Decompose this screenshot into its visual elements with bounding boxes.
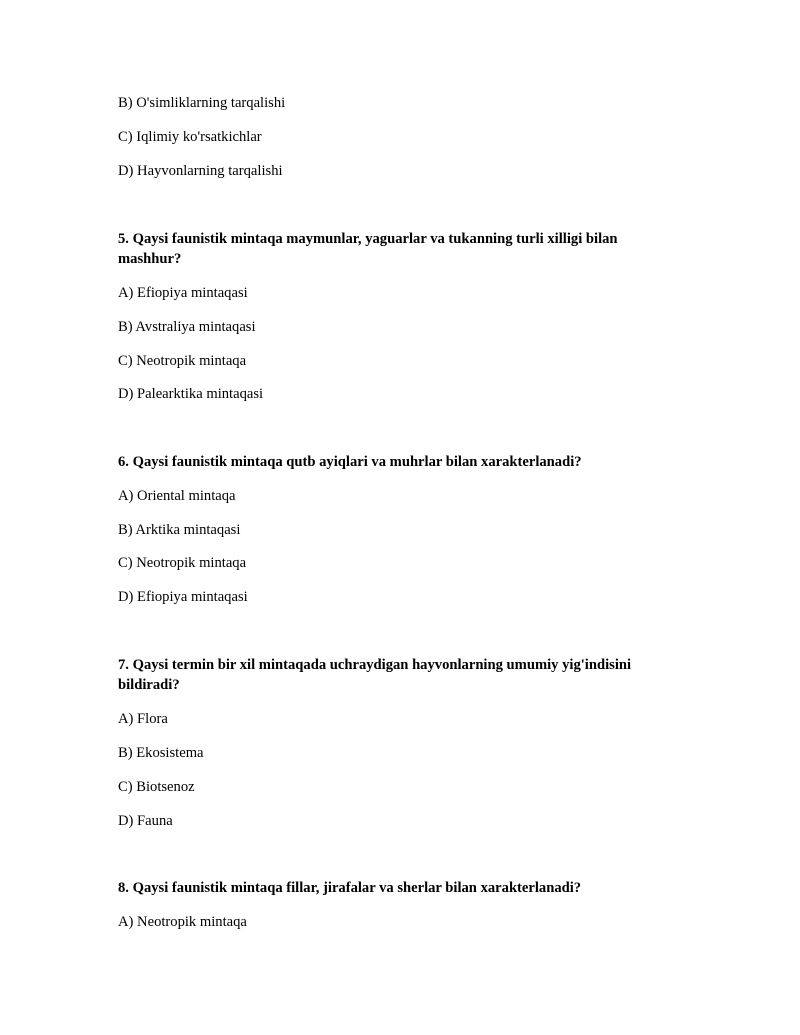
- question-8-text-line-1: 8. Qaysi faunistik mintaqa fillar, jirafalar va sherlar bilan xarakterlanadi?: [118, 880, 582, 896]
- question-5-option-c: C) Neotropik mintaqa: [118, 353, 247, 369]
- question-7-text-line-1: 7. Qaysi termin bir xil mintaqada uchraydigan hayvonlarning umumiy yig'indisini: [118, 657, 632, 673]
- question-5-text-line-1: 5. Qaysi faunistik mintaqa maymunlar, yaguarlar va tukanning turli xilligi bilan: [118, 231, 618, 247]
- question-5-text-line-2: mashhur?: [118, 251, 182, 267]
- question-8-option-a: A) Neotropik mintaqa: [118, 914, 247, 930]
- question-6-option-a: A) Oriental mintaqa: [118, 488, 236, 504]
- question-7-option-d: D) Fauna: [118, 813, 173, 829]
- question-7-text-line-2: bildiradi?: [118, 677, 180, 693]
- question-7-option-b: B) Ekosistema: [118, 745, 204, 761]
- question-6-option-b: B) Arktika mintaqasi: [118, 522, 241, 538]
- question-5-option-b: B) Avstraliya mintaqasi: [118, 319, 256, 335]
- question-6-option-c: C) Neotropik mintaqa: [118, 555, 247, 571]
- question-5-option-d: D) Palearktika mintaqasi: [118, 386, 264, 402]
- option-prev-b: B) O'simliklarning tarqalishi: [118, 95, 286, 111]
- question-6-option-d: D) Efiopiya mintaqasi: [118, 589, 248, 605]
- question-7-option-a: A) Flora: [118, 711, 168, 727]
- option-prev-c: C) Iqlimiy ko'rsatkichlar: [118, 129, 262, 145]
- option-prev-d: D) Hayvonlarning tarqalishi: [118, 163, 283, 179]
- question-6-text-line-1: 6. Qaysi faunistik mintaqa qutb ayiqlari va muhrlar bilan xarakterlanadi?: [118, 454, 582, 470]
- question-7-option-c: C) Biotsenoz: [118, 779, 195, 795]
- question-5-option-a: A) Efiopiya mintaqasi: [118, 285, 248, 301]
